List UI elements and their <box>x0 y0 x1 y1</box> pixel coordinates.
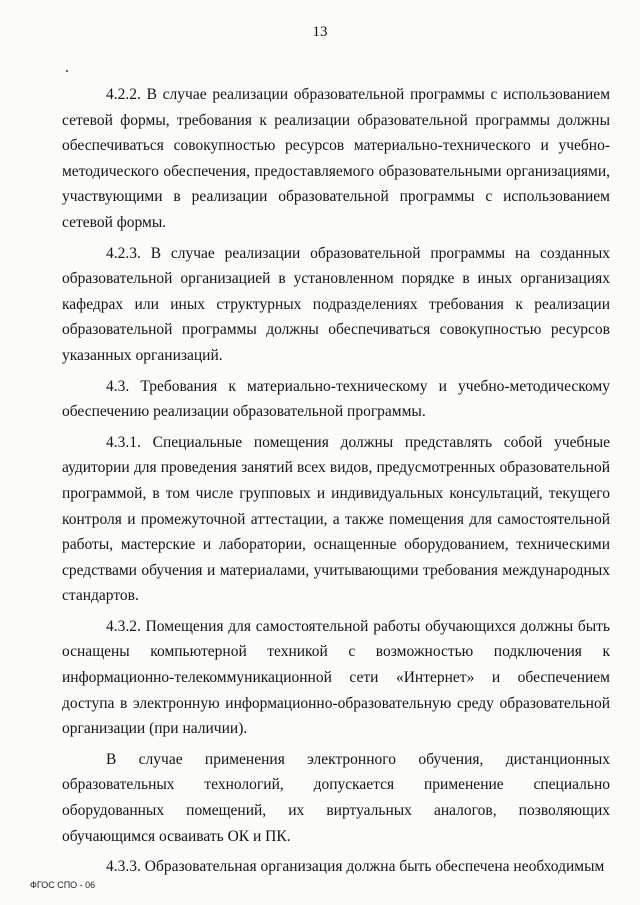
paragraph-4-3-3: 4.3.3. Образовательная организация должна быть обеспечена необходимым <box>106 858 605 876</box>
paragraph-4-3: 4.3. Требования к материально-техническому и учебно-методическому обеспечению реализации образовательной программы. <box>62 377 610 421</box>
paragraph-4-3-2: 4.3.2. Помещения для самостоятельной работы обучающихся должны быть оснащены компьютерной техникой с возможностью подключения к информационно-телекоммуникационной сети «Интернет» и обеспечением доступа в электронную информационно-образовательную среду образовательной организации (при наличии). <box>62 617 610 738</box>
footer-code: ФГОС СПО - 06 <box>30 880 96 890</box>
paragraph-distance-learning: В случае применения электронного обучения, дистанционных образовательных технологий, допускается применение специально оборудованных помещений, их виртуальных аналогов, позволяющих обучающимся осваивать ОК и ПК. <box>62 750 610 845</box>
paragraph-4-3-1: 4.3.1. Специальные помещения должны представлять собой учебные аудитории для проведения занятий всех видов, предусмотренных образовательной программой, в том числе групповых и индивидуальных консультаций, текущего контроля и промежуточной аттестации, а также помещения для самостоятельной работы, мастерские и лаборатории, оснащенные оборудованием, техническими средствами обучения и материалами, учитывающими требования международных стандартов. <box>62 433 610 605</box>
paragraph-4-2-3: 4.2.3. В случае реализации образовательной программы на созданных образовательной организацией в установленном порядке в иных организациях кафедрах или иных структурных подразделениях требования к реализации образовательной программы должны обеспечиваться совокупностью ресурсов указанных организаций. <box>62 244 610 364</box>
page-number: 13 <box>312 24 328 40</box>
paragraph-4-2-2: 4.2.2. В случае реализации образовательной программы с использованием сетевой формы, требования к реализации образовательной программы должны обеспечиваться совокупностью ресурсов материально-технического и учебно-методического обеспечения, предоставляемого образовательными организациями, участвующими в реализации образовательной программы с использованием сетевой формы. <box>62 86 610 231</box>
document-body <box>62 82 610 885</box>
scan-artifact-dot <box>66 70 68 72</box>
